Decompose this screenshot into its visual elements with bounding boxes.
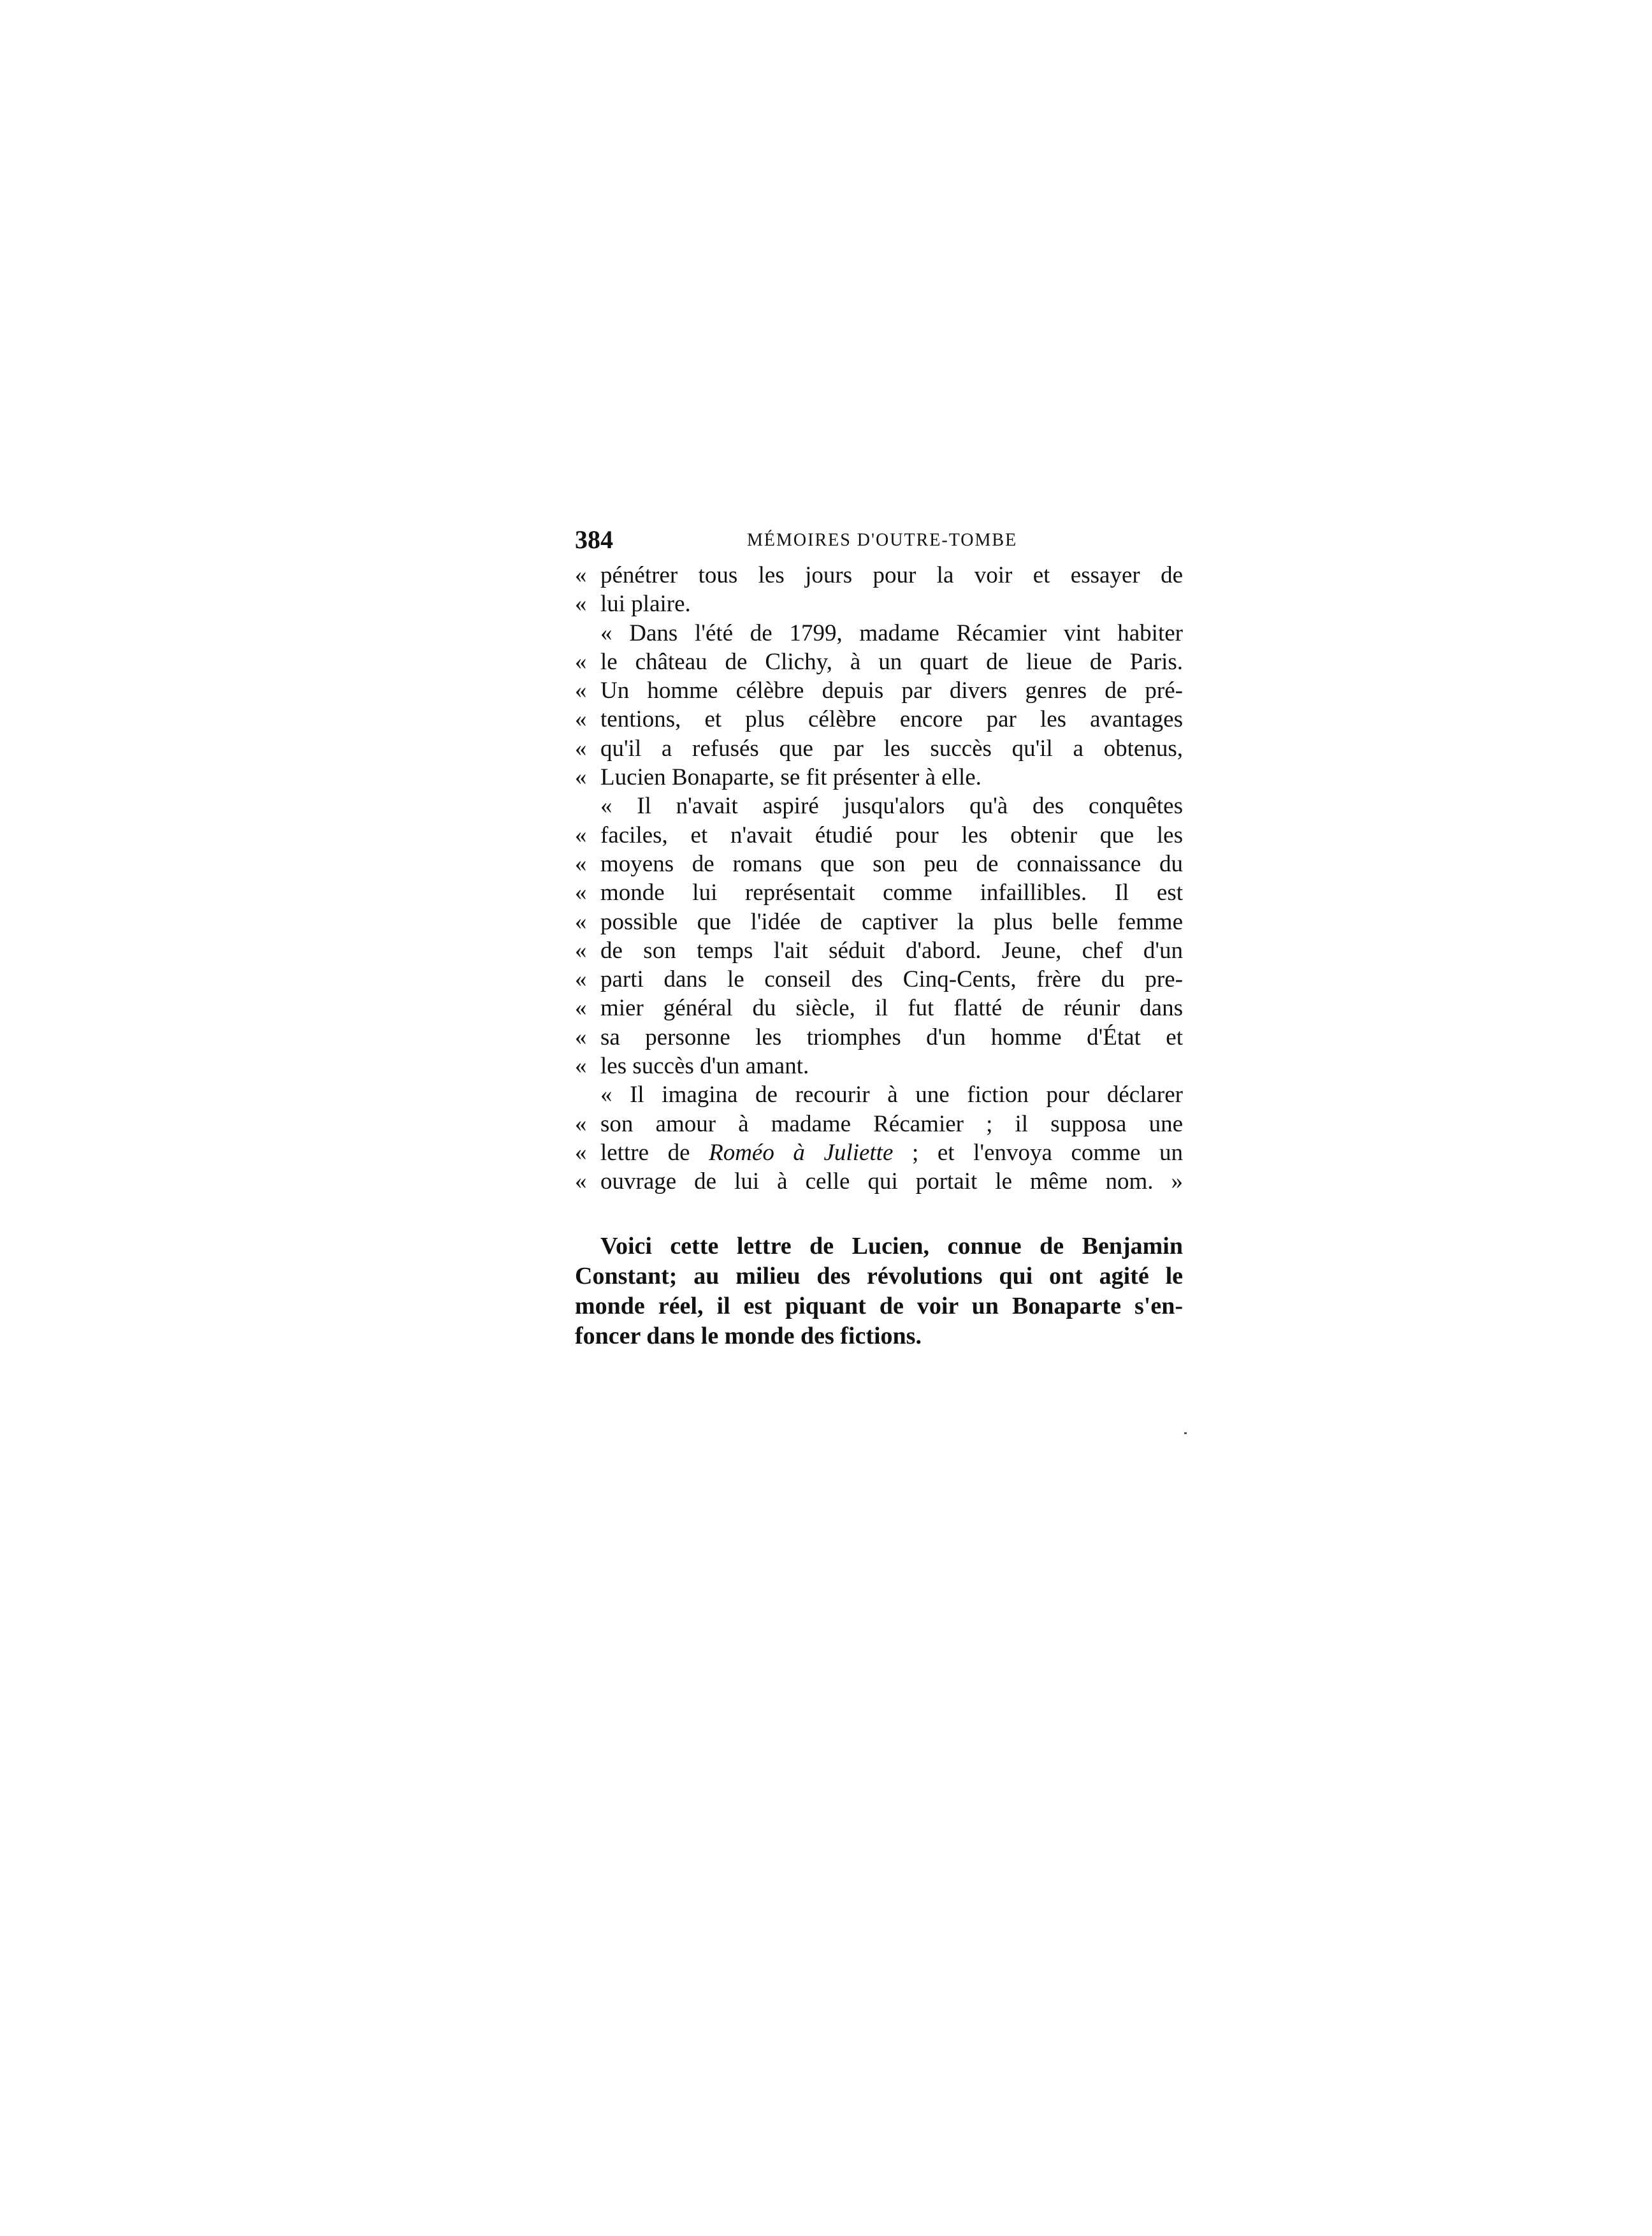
line-text: tentions, et plus célèbre encore par les avantages	[600, 706, 1183, 733]
guillemet-mark: «	[575, 648, 587, 675]
line-text: les succès d'un amant.	[600, 1053, 809, 1080]
text-line	[575, 648, 1183, 676]
print-speck	[1184, 1432, 1187, 1434]
guillemet-mark: «	[575, 706, 587, 733]
guillemet-mark: «	[575, 995, 587, 1022]
guillemet-mark: «	[575, 880, 587, 906]
guillemet-mark: «	[575, 822, 587, 848]
text-line	[575, 994, 1183, 1022]
text-line	[575, 1023, 1183, 1052]
line-text: « Il imagina de recourir à une fiction pour déclarer	[600, 1082, 1183, 1108]
guillemet-mark: «	[575, 562, 587, 588]
text-line	[575, 1167, 1183, 1196]
body-text	[575, 561, 1183, 1351]
line-text: son amour à madame Récamier ; il supposa une	[600, 1110, 1183, 1137]
line-text: Un homme célèbre depuis par divers genres de pré-	[600, 678, 1183, 704]
text-line: Voici cette lettre de Lucien, connue de Benjamin	[600, 1232, 1183, 1260]
guillemet-mark: «	[575, 764, 587, 791]
line-text: de son temps l'ait séduit d'abord. Jeune, chef d'un	[600, 937, 1183, 964]
line-text: lettre de Roméo à Juliette ; et l'envoya comme un	[600, 1139, 1183, 1166]
text-line: monde réel, il est piquant de voir un Bonaparte s'en-	[575, 1292, 1183, 1319]
guillemet-mark: «	[575, 850, 587, 877]
text-line	[575, 590, 1183, 618]
text-line: foncer dans le monde des fictions.	[575, 1322, 922, 1349]
guillemet-mark: «	[575, 937, 587, 964]
text-line	[575, 561, 1183, 590]
text-line	[575, 936, 1183, 965]
line-text: moyens de romans que son peu de connaissance du	[600, 850, 1183, 877]
quoted-passage	[575, 561, 1183, 1196]
line-text: ouvrage de lui à celle qui portait le même nom. »	[600, 1168, 1183, 1195]
text-line: Constant; au milieu des révolutions qui ont agité le	[575, 1262, 1183, 1289]
line-text: le château de Clichy, à un quart de lieue de Paris.	[600, 648, 1183, 675]
text-line	[575, 1052, 1183, 1080]
running-title: MÉMOIRES D'OUTRE-TOMBE	[747, 530, 1018, 550]
guillemet-mark: «	[575, 1110, 587, 1137]
text-line	[575, 676, 1183, 705]
text-line	[575, 792, 1183, 820]
text-line	[575, 1138, 1183, 1167]
text-line	[575, 821, 1183, 850]
guillemet-mark: «	[575, 591, 587, 618]
guillemet-mark: «	[575, 735, 587, 762]
paragraph-gap	[575, 1196, 1183, 1231]
text-line	[575, 1080, 1183, 1109]
guillemet-mark: «	[575, 966, 587, 993]
text-line	[575, 908, 1183, 936]
text-line	[575, 965, 1183, 994]
line-text: parti dans le conseil des Cinq-Cents, frère du pre-	[600, 966, 1183, 993]
text-line	[575, 705, 1183, 734]
text-line	[575, 619, 1183, 648]
text-line	[575, 850, 1183, 878]
text-line	[575, 878, 1183, 907]
closing-paragraph	[575, 1231, 1183, 1351]
line-text: Lucien Bonaparte, se fit présenter à elle.	[600, 764, 982, 791]
guillemet-mark: «	[575, 908, 587, 935]
guillemet-mark: «	[575, 1053, 587, 1080]
line-text: possible que l'idée de captiver la plus belle femme	[600, 908, 1183, 935]
line-text: mier général du siècle, il fut flatté de réunir dans	[600, 995, 1183, 1022]
line-text: faciles, et n'avait étudié pour les obtenir que les	[600, 822, 1183, 848]
line-text: qu'il a refusés que par les succès qu'il a obtenus,	[600, 735, 1183, 762]
text-line	[575, 734, 1183, 763]
line-text: monde lui représentait comme infaillibles. Il est	[600, 880, 1183, 906]
page-number: 384	[575, 525, 613, 554]
line-text: lui plaire.	[600, 591, 691, 618]
guillemet-mark: «	[575, 1168, 587, 1195]
page-header	[575, 524, 1183, 556]
text-line	[575, 763, 1183, 792]
line-text: « Dans l'été de 1799, madame Récamier vint habiter	[600, 620, 1183, 646]
line-text: sa personne les triomphes d'un homme d'État et	[600, 1024, 1183, 1050]
line-text: pénétrer tous les jours pour la voir et essayer de	[600, 562, 1183, 588]
text-line	[575, 1110, 1183, 1138]
italic-title: Roméo à Juliette	[709, 1139, 894, 1166]
guillemet-mark: «	[575, 1139, 587, 1166]
line-text: « Il n'avait aspiré jusqu'alors qu'à des conquêtes	[600, 793, 1183, 820]
guillemet-mark: «	[575, 678, 587, 704]
guillemet-mark: «	[575, 1024, 587, 1050]
